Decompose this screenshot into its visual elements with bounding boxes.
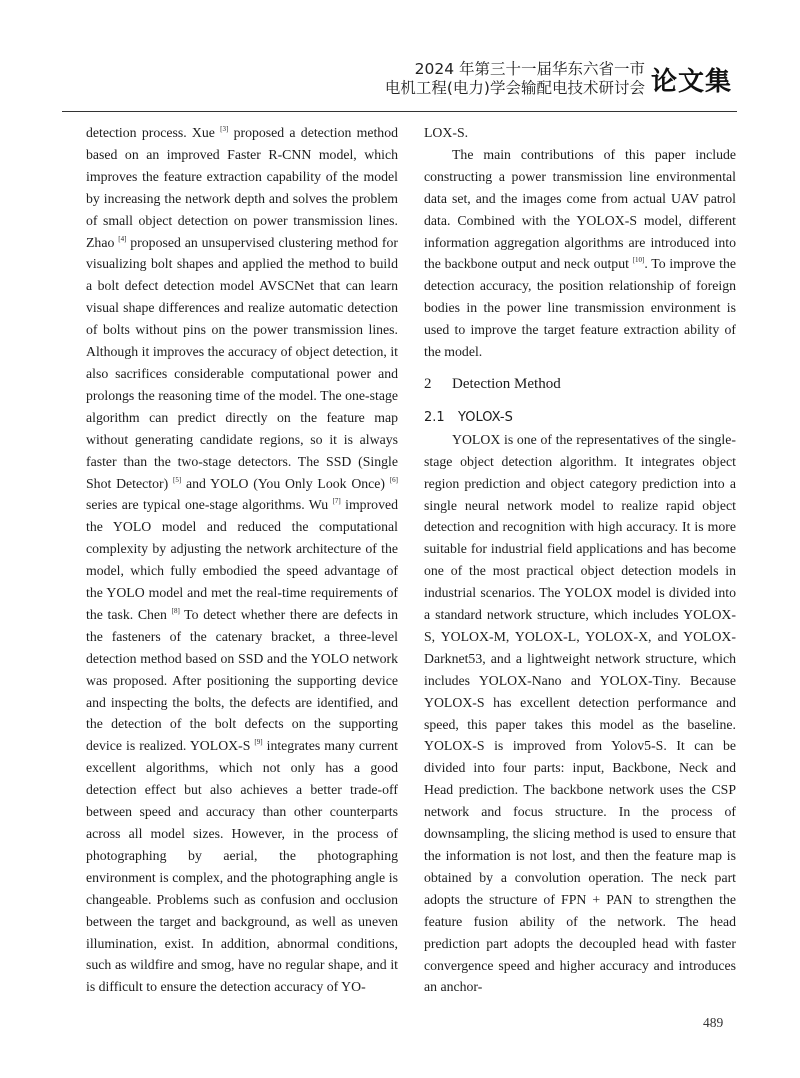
right-column — [424, 122, 736, 998]
paragraph-related-work — [86, 122, 398, 998]
citation: [4] — [118, 234, 127, 243]
text-span: improved the YOLO model and reduced the computational complexity by adjusting the network architecture of the model, which fully embodied the speed advantage of the YOLO model and met the real-time requirements of the task. Chen — [86, 497, 398, 622]
text-span: The main contributions of this paper include constructing a power transmission line environmental data set, and the images come from actual UAV patrol data. Combined with the YOLOX-S model, different information aggregation algorithms are introduced into the backbone output and neck output — [424, 146, 736, 272]
paragraph-contributions — [424, 144, 736, 363]
conference-title — [385, 60, 645, 98]
left-column — [86, 122, 398, 998]
text-span: proposed an unsupervised clustering method for visualizing bolt shapes and applied the method to build a bolt defect detection model AVSCNet that can learn visual shape differences and realize automatic detection of bolts without pins on the power transmission lines. Although it improves the accuracy of object detection, it also sacrifices considerable computational power and prolongs the reasoning time of the model. The one-stage algorithm can predict directly on the feature map without generating candidate regions, so it is always faster than the two-stage detectors. The SSD (Single Shot Detector) — [86, 234, 398, 491]
paragraph-continuation: LOX-S. — [424, 125, 469, 140]
citation: [3] — [220, 125, 229, 133]
text-span: To detect whether there are defects in the fasteners of the catenary bracket, a three-level detection method based on SSD and the YOLO network was proposed. After positioning the supporting device and inspecting the bolts, the defects are identified, and the detection of the bolt defects on the supporting device is realized. YOLOX-S — [86, 606, 399, 754]
citation: [9] — [254, 738, 263, 747]
header-line-1: 2024 年第三十一届华东六省一市 — [414, 60, 645, 78]
citation: [6] — [389, 475, 398, 484]
citation: [8] — [171, 606, 180, 615]
text-span: and YOLO (You Only Look Once) — [181, 475, 390, 491]
paragraph-yolox: YOLOX is one of the representatives of the single-stage object detection algorithm. It integrates object region prediction and object category prediction into a single neural network model to realize rapid object detection and recognition with high accuracy. It is more suitable for industrial field applications and has become one of the most practical object detection models in industrial scenarios. The YOLOX model is divided into a standard network structure, which includes YOLOX-S, YOLOX-M, YOLOX-L, YOLOX-X, and YOLOX-Darknet53, and a lightweight network structure, which includes YOLOX-Nano and YOLOX-Tiny. Because YOLOX-S has excellent detection performance and speed, this paper takes this model as the baseline. YOLOX-S is improved from Yolov5-S. It can be divided into four parts: input, Backbone, Neck and Head prediction. The backbone network uses the CSP network and focus structure. In the process of downsampling, the slicing method is used to ensure that the information is not lost, and then the feature map is obtained by a convolution operation. The neck part adopts the structure of FPN + PAN to strengthen the feature fusion ability of the network. The head prediction part adopts the decoupled head with faster convergence speed and higher accuracy and introduces an anchor- — [424, 431, 736, 995]
subsection-heading — [424, 407, 736, 429]
citation: [10] — [632, 256, 645, 265]
text-span: series are typical one-stage algorithms. Wu — [86, 497, 333, 513]
text-span: integrates many current excellent algorithms, which not only has a good detection effect but also achieves a better trade-off between speed and accuracy than other counterparts across all model sizes. However, in the process of photographing by aerial, the photographing environment is complex, and the photographing angle is changeable. Problems such as confusion and occlusion between the target and background, as well as uneven illumination, exist. In addition, abnormal conditions, such as wildfire and smog, have no regular shape, and it is difficult to ensure the detection accuracy of YO- — [86, 738, 398, 995]
section-title: Detection Method — [452, 375, 561, 392]
section-number: 2 — [424, 375, 432, 392]
text-span: . To improve the detection accuracy, the position relationship of foreign bodies in the power line transmission environment is used to improve the target feature extraction ability of the model. — [424, 256, 736, 360]
text-span: proposed a detection method based on an improved Faster R-CNN model, which improves the feature extraction capability of the model by increasing the network depth and solves the problem of small object detection on power transmission lines. Zhao — [86, 125, 399, 250]
subsection-title: YOLOX-S — [458, 409, 513, 425]
section-heading — [424, 374, 736, 396]
proceedings-badge: 论文集 — [650, 66, 732, 97]
citation: [7] — [332, 497, 341, 506]
header-rule — [62, 111, 737, 112]
header-line-2: 电机工程(电力)学会输配电技术研讨会 — [384, 79, 645, 97]
citation: [5] — [172, 475, 182, 484]
text-span: detection process. Xue — [86, 125, 221, 140]
proceedings-header — [385, 60, 732, 98]
subsection-number: 2.1 — [424, 409, 445, 425]
page-number: 489 — [703, 1015, 724, 1030]
